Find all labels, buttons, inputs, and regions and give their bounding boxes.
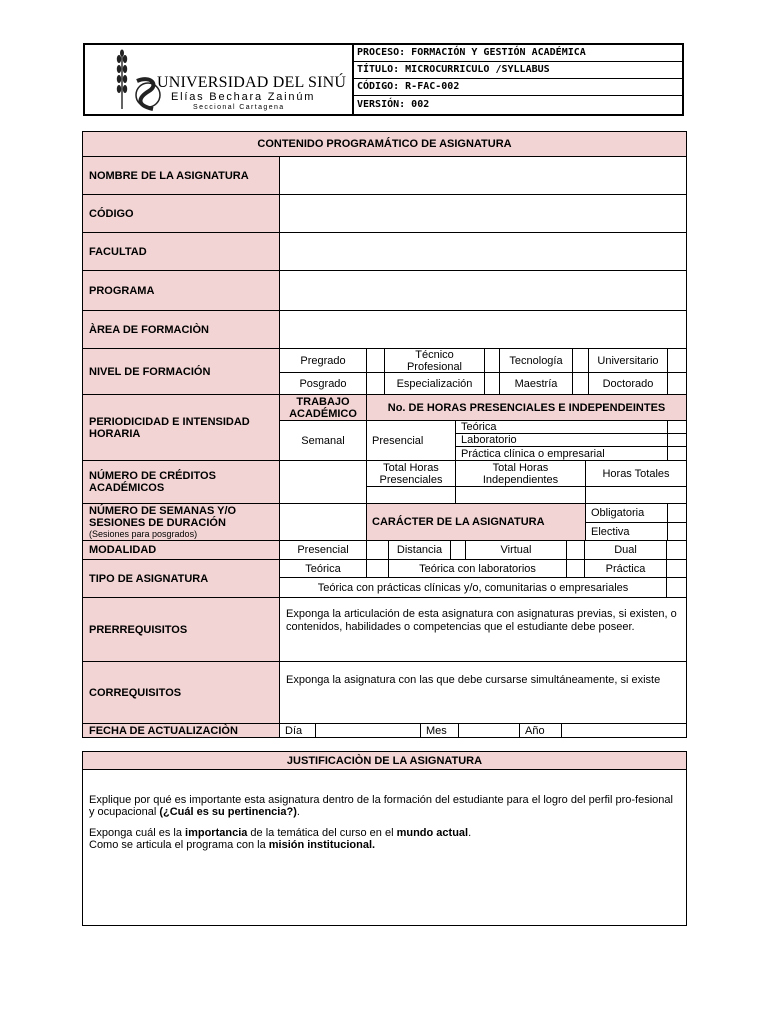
modalidad-distancia: Distancia xyxy=(389,541,451,560)
label-facultad: FACULTAD xyxy=(83,233,280,271)
logo-name: UNIVERSIDAD DEL SINÚ xyxy=(157,74,347,91)
header-titulo: TÍTULO: MICROCURRICULO /SYLLABUS xyxy=(357,64,550,75)
syllabus-form xyxy=(82,131,687,738)
document-header xyxy=(83,43,684,116)
horas-laboratorio: Laboratorio xyxy=(456,434,668,447)
modalidad-dual-box[interactable] xyxy=(667,541,686,560)
label-semanas: NÚMERO DE SEMANAS Y/O SESIONES DE DURACIÓN xyxy=(89,505,237,529)
modalidad-presencial: Presencial xyxy=(280,541,367,560)
modalidad-virtual: Virtual xyxy=(466,541,567,560)
tipo-teorica-clinica: Teórica con prácticas clínicas y/o, comunitarias o empresariales xyxy=(280,578,667,598)
horas-practica-clinica: Práctica clínica o empresarial xyxy=(456,447,668,461)
total-ind-value[interactable] xyxy=(456,487,586,504)
header-divider xyxy=(352,45,354,114)
label-fecha: FECHA DE ACTUALIZACIÒN xyxy=(83,724,280,737)
label-programa: PROGRAMA xyxy=(83,271,280,311)
wheat-icon xyxy=(115,49,129,111)
horas-totales: Horas Totales xyxy=(586,461,686,487)
semanas-field[interactable] xyxy=(280,504,367,541)
fecha-dia-field[interactable] xyxy=(316,724,421,737)
modalidad-virtual-box[interactable] xyxy=(567,541,585,560)
horas-teorica: Teórica xyxy=(456,421,668,434)
electiva-box[interactable] xyxy=(668,523,686,541)
tipo-teorica-clinica-box[interactable] xyxy=(667,578,686,598)
prerrequisitos-field[interactable] xyxy=(280,598,686,662)
horas-header: No. DE HORAS PRESENCIALES E INDEPENDEINTES xyxy=(367,395,686,421)
justificacion-p1: Explique por qué es importante esta asignatura dentro de la formación del estudiante para el logro del perfil pro-fesional y ocupacional (¿Cuál es su pertinencia?). xyxy=(89,794,673,818)
nivel-posgrado-box[interactable] xyxy=(367,373,385,395)
fecha-anio-field[interactable] xyxy=(562,724,686,737)
justificacion-p3: Como se articula el programa con la misión institucional. xyxy=(89,839,376,851)
total-independientes: Total Horas Independientes xyxy=(456,461,586,487)
area-field[interactable] xyxy=(280,311,686,349)
label-creditos: NÚMERO DE CRÉDITOS ACADÉMICOS xyxy=(83,461,280,504)
label-nombre: NOMBRE DE LA ASIGNATURA xyxy=(83,157,280,195)
nivel-pregrado: Pregrado xyxy=(280,349,367,373)
correquisitos-field[interactable] xyxy=(280,662,686,724)
header-proceso: PROCESO: FORMACIÓN Y GESTIÓN ACADÉMICA xyxy=(357,47,586,58)
creditos-field[interactable] xyxy=(280,461,367,504)
nivel-especializacion-box[interactable] xyxy=(485,373,500,395)
label-prerrequisitos: PRERREQUISITOS xyxy=(83,598,280,662)
correquisitos-instructions: Exponga la asignatura con las que debe cursarse simultáneamente, si existe xyxy=(286,674,661,686)
nombre-field[interactable] xyxy=(280,157,686,195)
label-area: ÀREA DE FORMACIÒN xyxy=(83,311,280,349)
fecha-anio-label: Año xyxy=(520,724,562,737)
nivel-pregrado-box[interactable] xyxy=(367,349,385,373)
justificacion-p2: Exponga cuál es la importancia de la temática del curso en el mundo actual. xyxy=(89,827,472,839)
nivel-universitario-box[interactable] xyxy=(668,349,686,373)
label-periodicidad: PERIODICIDAD E INTENSIDAD HORARIA xyxy=(83,395,280,461)
label-codigo: CÓDIGO xyxy=(83,195,280,233)
logo-subtitle: Elías Bechara Zainúm xyxy=(171,91,316,103)
modalidad-dual: Dual xyxy=(585,541,667,560)
justificacion-body[interactable] xyxy=(89,794,677,851)
nivel-maestria-box[interactable] xyxy=(573,373,589,395)
codigo-field[interactable] xyxy=(280,195,686,233)
logo-campus: Seccional Cartagena xyxy=(193,104,285,111)
presencial-label: Presencial xyxy=(367,421,456,461)
trabajo-academico: TRABAJO ACADÉMICO xyxy=(280,395,367,421)
fecha-dia-label: Día xyxy=(280,724,316,737)
nivel-tecnico: Técnico Profesional xyxy=(385,349,485,373)
tipo-practica-box[interactable] xyxy=(667,560,686,578)
tipo-teorica-box[interactable] xyxy=(367,560,389,578)
justificacion-title: JUSTIFICACIÒN DE LA ASIGNATURA xyxy=(83,752,686,770)
tipo-practica: Práctica xyxy=(585,560,667,578)
label-nivel: NIVEL DE FORMACIÓN xyxy=(83,349,280,395)
header-codigo: CÓDIGO: R-FAC-002 xyxy=(357,81,460,92)
label-correquisitos: CORREQUISITOS xyxy=(83,662,280,724)
total-pres-value[interactable] xyxy=(367,487,456,504)
modalidad-presencial-box[interactable] xyxy=(367,541,389,560)
nivel-tecnologia-box[interactable] xyxy=(573,349,589,373)
tipo-teorica: Teórica xyxy=(280,560,367,578)
facultad-field[interactable] xyxy=(280,233,686,271)
caracter-label: CARÁCTER DE LA ASIGNATURA xyxy=(367,504,586,541)
nivel-universitario: Universitario xyxy=(589,349,668,373)
tipo-teorica-lab-box[interactable] xyxy=(567,560,585,578)
label-semanas-note: (Sesiones para posgrados) xyxy=(89,529,198,539)
total-presenciales: Total Horas Presenciales xyxy=(367,461,456,487)
fecha-mes-label: Mes xyxy=(421,724,459,737)
nivel-tecnico-box[interactable] xyxy=(485,349,500,373)
header-version: VERSIÓN: 002 xyxy=(357,99,430,110)
nivel-especializacion: Especialización xyxy=(385,373,485,395)
horas-totales-value[interactable] xyxy=(586,487,686,504)
horas-practica-value[interactable] xyxy=(668,447,686,461)
label-semanas-cell xyxy=(83,504,280,541)
label-modalidad: MODALIDAD xyxy=(83,541,280,560)
nivel-doctorado: Doctorado xyxy=(589,373,668,395)
justificacion-section xyxy=(82,751,687,926)
nivel-maestria: Maestría xyxy=(500,373,573,395)
semanal-label: Semanal xyxy=(280,421,367,461)
label-tipo: TIPO DE ASIGNATURA xyxy=(83,560,280,598)
fecha-mes-field[interactable] xyxy=(459,724,520,737)
horas-teorica-value[interactable] xyxy=(668,421,686,434)
prerrequisitos-instructions: Exponga la articulación de esta asignatura con asignaturas previas, si existen, o contenidos, habilidades o competencias que el estudiante debe poseer. xyxy=(286,608,677,633)
nivel-doctorado-box[interactable] xyxy=(668,373,686,395)
form-title: CONTENIDO PROGRAMÁTICO DE ASIGNATURA xyxy=(83,132,686,157)
tipo-teorica-lab: Teórica con laboratorios xyxy=(389,560,567,578)
programa-field[interactable] xyxy=(280,271,686,311)
nivel-tecnologia: Tecnología xyxy=(500,349,573,373)
nivel-posgrado: Posgrado xyxy=(280,373,367,395)
obligatoria-box[interactable] xyxy=(668,504,686,523)
caracter-electiva: Electiva xyxy=(586,523,668,541)
caracter-obligatoria: Obligatoria xyxy=(586,504,668,523)
horas-laboratorio-value[interactable] xyxy=(668,434,686,447)
modalidad-distancia-box[interactable] xyxy=(451,541,466,560)
university-logo xyxy=(115,49,345,113)
